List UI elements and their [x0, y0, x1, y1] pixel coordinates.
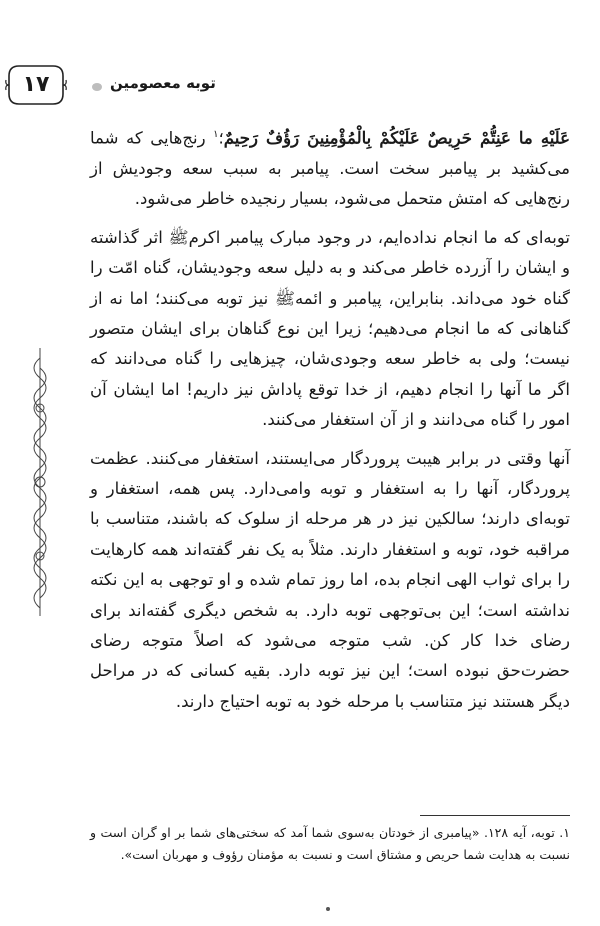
quran-verse: عَلَيْهِ ما عَنِتُّمْ حَرِيصٌ عَلَيْكُمْ بِالْمُؤْمِنِينَ رَؤُفٌ رَحِيمٌ [223, 128, 570, 148]
side-ornament-icon [22, 348, 58, 616]
running-title: توبه معصومین [110, 74, 216, 92]
page-number: ۱۷ [22, 72, 50, 97]
footnote-divider [420, 815, 570, 816]
header-ornament-icon [92, 83, 102, 91]
body-text [90, 120, 570, 725]
footnote: ۱. توبه، آیه ۱۲۸. «پیامبری از خودتان به‌سوی شما آمد که سختی‌های شما بر او گران است و نسبت به هدایت شما حریص و مشتاق است و نسبت به مؤمنان رؤوف و مهربان است». [90, 825, 570, 862]
paragraph-1-text: رنج‌هایی که شما می‌کشید بر پیامبر سخت است. پیامبر به سبب سعه وجودیش از رنج‌هایی که امتش متحمل می‌شود، بسیار رنجیده خاطر می‌شود. [90, 128, 570, 209]
footnote-ref[interactable]: ۱ [213, 129, 219, 140]
quran-marker: ؛ [218, 128, 224, 148]
paragraph-2: توبه‌ای که ما انجام نداده‌ایم، در وجود مبارک پیامبر اکرمﷺ اثر گذاشته و ایشان را آزرده خاطر می‌کند و به دلیل سعه وجودیشان، گناه امّت را گناه خود می‌داند. بنابراین، پیامبر و ائمهﷺ نیز توبه می‌کنند؛ اما نه از گناهانی که ما انجام می‌دهیم؛ زیرا این نوع گناهان برای ایشان متصور نیست؛ ولی به خاطر سعه وجودی‌شان، چیزهایی را گناه می‌دانند که اگر ما آنها را انجام دهیم، از خدا توقع پاداش نیز داریم! اما ایشان آن امور را گناه می‌دانند و از آن استغفار می‌کنند. [90, 227, 570, 430]
bottom-dot-icon [326, 907, 330, 911]
paragraph-3: آنها وقتی در برابر هیبت پروردگار می‌ایستند، استغفار می‌کنند. عظمت پروردگار، آنها را به استغفار و توبه وامی‌دارد. پس همه، استغفار و توبه‌ای دارند؛ سالکین نیز در هر مرحله از سلوک که باشند، متناسب با مراقبه خود، توبه و استغفار دارند. مثلاً به یک نفر گفته‌اند همه کارهایت را برای ثواب الهی انجام بده، اما روز تمام شده و او توجهی به این نکته نداشته است؛ این بی‌توجهی توبه دارد. به شخص دیگری گفته‌اند برای رضای خدا کار کن. شب متوجه می‌شود که اصلاً متوجه رضای حضرت‌حق نبوده است؛ این نیز توبه دارد. بقیه کسانی که در مراحل دیگر هستند نیز متناسب با مرحله خود به توبه احتیاج دارند. [90, 448, 570, 711]
paragraph-1 [90, 120, 570, 215]
